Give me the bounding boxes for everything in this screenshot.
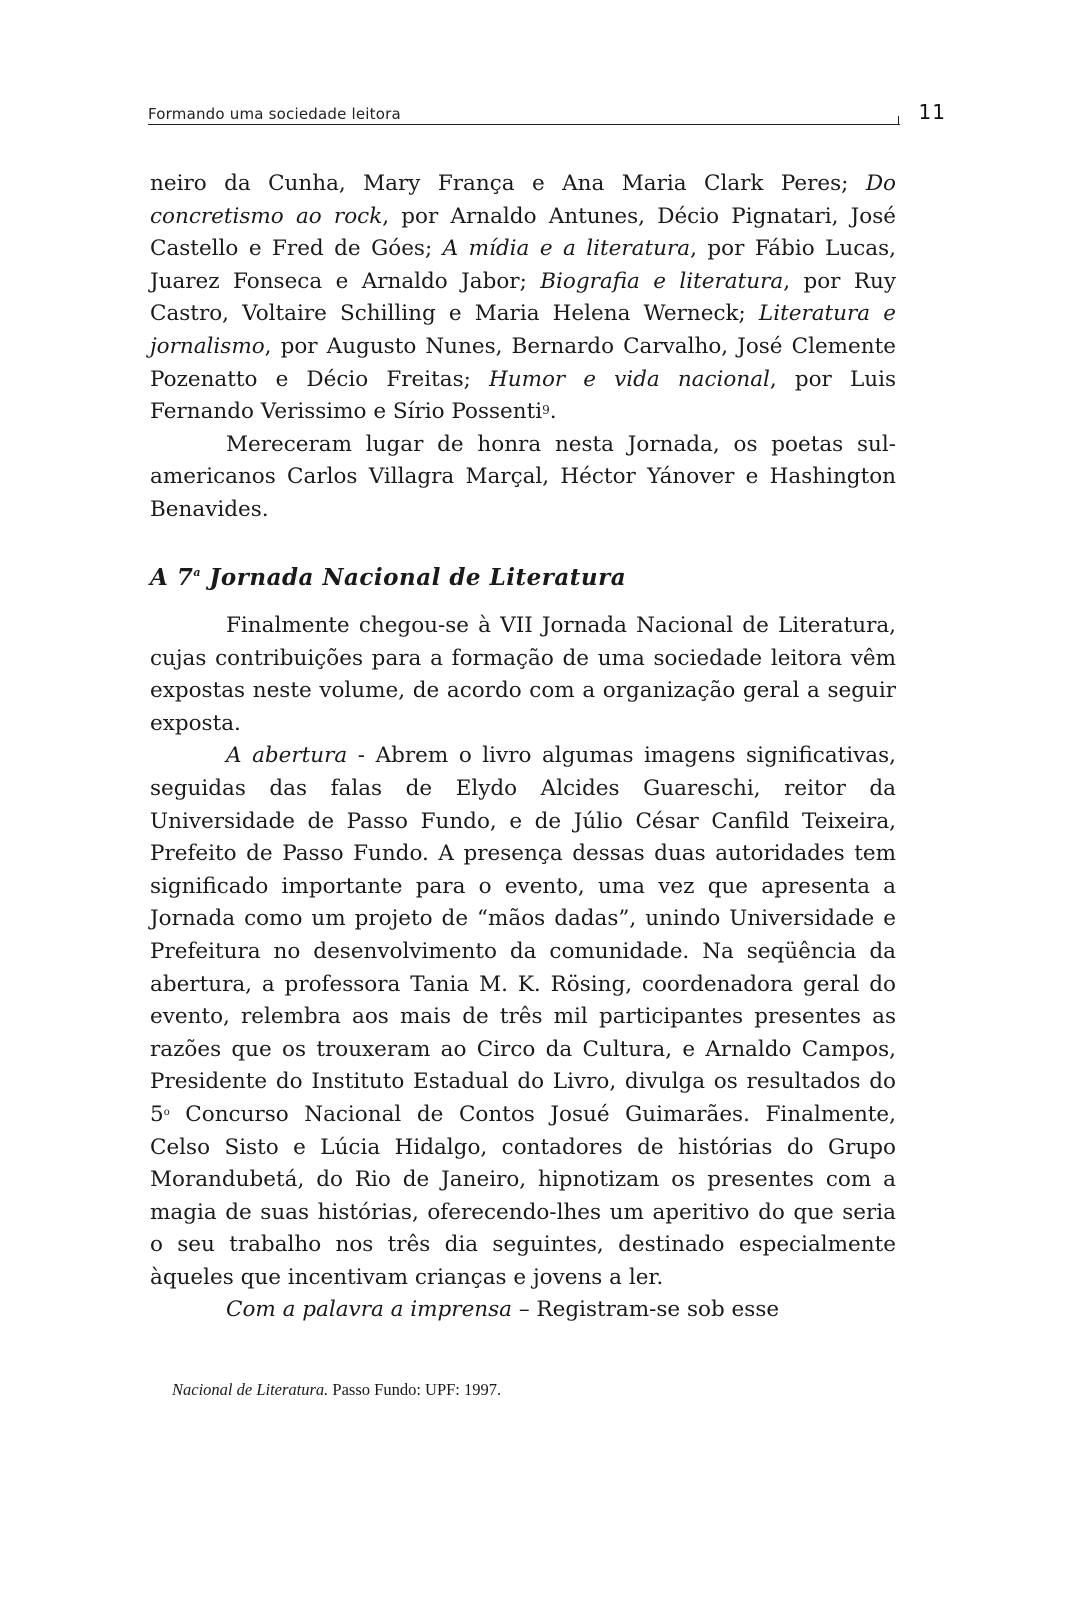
page-number: 11 [918,100,946,124]
subsection-label: A abertura [226,743,348,769]
header-rule-tick [898,116,899,124]
page-header [148,100,946,126]
book-title: Biografia e literatura [540,268,784,294]
book-title: A mídia e a literatura [442,236,691,262]
paragraph: Finalmente chegou-se à VII Jornada Nacional de Literatura, cujas contribuições para a formação de uma sociedade leitora vêm expostas neste volume, de acordo com a organização geral a seguir exposta. [150,613,896,736]
section-heading [150,564,626,591]
text-run: neiro da Cunha, Mary França e Ana Maria Clark Peres; [150,171,866,196]
book-title: Do concretismo ao rock [150,171,896,229]
text-run: , por Arnaldo Antunes, Décio Pignatari, José Castello e Fred de Góes; [150,203,896,262]
footnote-text: Passo Fundo: UPF: 1997. [328,1380,502,1399]
text-run: Concurso Nacional de Contos Josué Guimarães. Finalmente, Celso Sisto e Lúcia Hidalgo, contadores de histórias do Grupo Morandubetá, do Rio de Janeiro, hipnotizam os presentes com a magia de suas histórias, oferecendo-lhes um aperitivo do que seria o seu trabalho nos três dia seguintes, destinado especialmente àqueles que incentivam crianças e jovens a ler. [150,1101,896,1290]
heading-text: A 7 [150,564,194,591]
header-rule [148,124,900,125]
body-text-section [150,610,896,1327]
text-run: , por Ruy Castro, Voltaire Schilling e Maria Helena Werneck; [150,268,897,327]
ordinal-superscript: o [163,1106,170,1118]
text-run: . [549,399,557,425]
footnote-marker: 9 [542,403,550,418]
text-run: - Abrem o livro algumas imagens significativas, seguidas das falas de Elydo Alcides Guareschi, reitor da Universidade de Passo Fundo, e de Júlio César Canfild Teixeira, Prefeito de Passo Fundo. A presença dessas duas autoridades tem significado importante para o evento, uma vez que apresenta a Jornada como um projeto de “mãos dadas”, unindo Universidade e Prefeitura no desenvolvimento da comunidade. Na seqüência da abertura, a professora Tania M. K. Rösing, coordenadora geral do evento, relembra aos mais de três mil participantes presentes as razões que os trouxeram ao Circo da Cultura, e Arnaldo Campos, Presidente do Instituto Estadual do Livro, divulga os resultados do 5 [150,743,896,1127]
book-title: Literatura e jornalismo [150,301,896,359]
paragraph [150,1294,896,1327]
heading-text: Jornada Nacional de Literatura [201,564,627,591]
subsection-label: Com a palavra a imprensa [226,1297,512,1323]
running-title: Formando uma sociedade leitora [148,105,401,123]
text-run: – Registram-se sob esse [512,1297,780,1323]
text-run: , por Luis Fernando Verissimo e Sírio Possenti [150,366,896,425]
ordinal-superscript: a [193,566,201,579]
paragraph [150,740,896,1294]
book-title: Humor e vida nacional [488,366,770,392]
text-run: , por Fábio Lucas, Juarez Fonseca e Arnaldo Jabor; [150,236,896,294]
footnote [172,1380,501,1400]
body-text-top [150,168,896,527]
footnote-italic: Nacional de Literatura. [172,1380,329,1399]
paragraph: Mereceram lugar de honra nesta Jornada, os poetas sul-americanos Carlos Villagra Marçal, Héctor Yánover e Hashington Benavides. [150,431,896,522]
text-run: , por Augusto Nunes, Bernardo Carvalho, José Clemente Pozenatto e Décio Freitas; [150,333,896,392]
paragraph-continued [150,168,896,429]
